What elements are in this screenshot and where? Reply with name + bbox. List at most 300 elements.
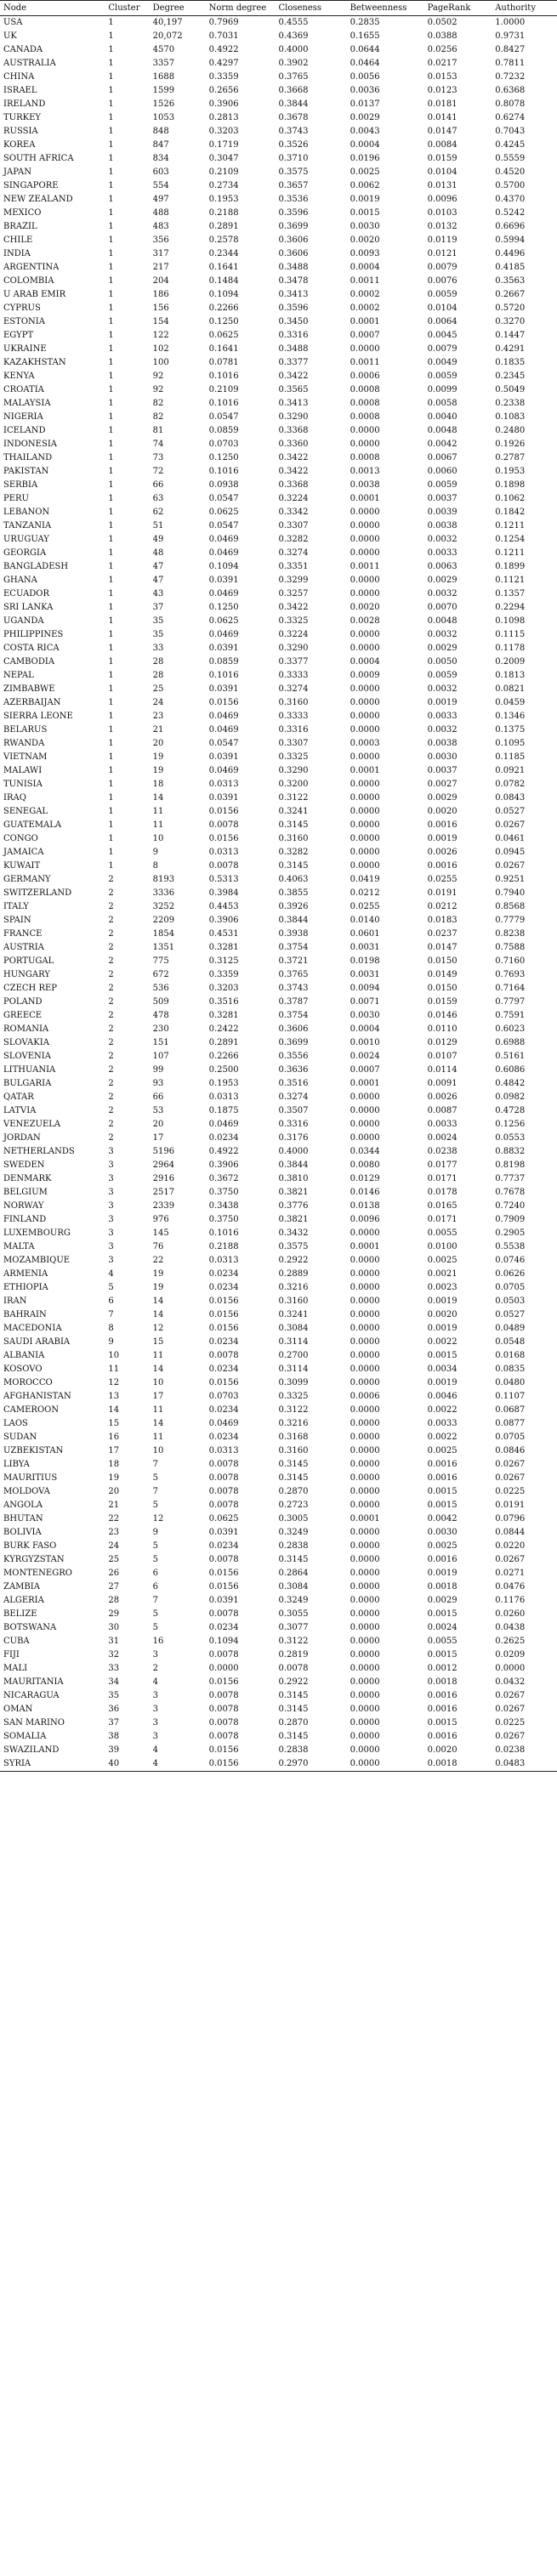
cell-pagerank: 0.0107 bbox=[427, 1052, 458, 1061]
cell-node: SWITZERLAND bbox=[3, 888, 72, 898]
cell-betweenness: 0.0000 bbox=[350, 1351, 380, 1360]
cell-authority: 0.0626 bbox=[495, 1269, 526, 1279]
cell-norm-degree: 0.4922 bbox=[208, 1147, 239, 1156]
cell-closeness: 0.3325 bbox=[278, 1392, 309, 1401]
table-row bbox=[0, 1608, 557, 1621]
cell-norm-degree: 0.1094 bbox=[208, 290, 239, 299]
cell-authority: 0.0835 bbox=[495, 1365, 526, 1374]
cell-authority: 0.8427 bbox=[495, 45, 526, 54]
table-row bbox=[0, 1118, 557, 1132]
cell-degree: 107 bbox=[152, 1052, 169, 1061]
cell-pagerank: 0.0020 bbox=[427, 1310, 458, 1319]
table-row bbox=[0, 247, 557, 261]
cell-betweenness: 0.0138 bbox=[350, 1201, 380, 1211]
cell-betweenness: 0.0344 bbox=[350, 1147, 380, 1156]
cell-closeness: 0.2922 bbox=[278, 1677, 309, 1687]
cell-authority: 0.0796 bbox=[495, 1514, 526, 1523]
cell-norm-degree: 0.2266 bbox=[208, 304, 239, 313]
cell-cluster: 1 bbox=[108, 725, 114, 735]
cell-node: CHINA bbox=[3, 72, 35, 82]
cell-closeness: 0.3413 bbox=[278, 399, 309, 408]
cell-cluster: 1 bbox=[108, 644, 114, 653]
cell-norm-degree: 0.3906 bbox=[208, 1160, 239, 1170]
cell-node: AZERBAIJAN bbox=[3, 698, 61, 707]
cell-node: SWAZILAND bbox=[3, 1745, 60, 1755]
cell-node: BOTSWANA bbox=[3, 1623, 57, 1632]
cell-node: GREECE bbox=[3, 1011, 43, 1020]
table-row bbox=[0, 1757, 557, 1772]
table-row bbox=[0, 84, 557, 98]
cell-norm-degree: 0.0156 bbox=[208, 1378, 239, 1387]
cell-closeness: 0.3488 bbox=[278, 344, 309, 354]
table-header bbox=[0, 1, 557, 16]
cell-authority: 0.4245 bbox=[495, 140, 526, 150]
cell-cluster: 2 bbox=[108, 1052, 114, 1061]
cell-node: BULGARIA bbox=[3, 1079, 52, 1088]
cell-degree: 73 bbox=[152, 453, 164, 462]
cell-degree: 2209 bbox=[152, 916, 175, 925]
cell-authority: 0.5538 bbox=[495, 1242, 526, 1251]
cell-pagerank: 0.0079 bbox=[427, 344, 458, 354]
cell-pagerank: 0.0032 bbox=[427, 535, 458, 544]
cell-degree: 72 bbox=[152, 467, 164, 476]
cell-betweenness: 0.0000 bbox=[350, 1473, 380, 1483]
cell-authority: 0.0191 bbox=[495, 1501, 526, 1510]
cell-closeness: 0.3145 bbox=[278, 1555, 309, 1564]
cell-pagerank: 0.0171 bbox=[427, 1174, 458, 1183]
cell-betweenness: 0.0000 bbox=[350, 1555, 380, 1564]
cell-authority: 0.1447 bbox=[495, 331, 526, 340]
cell-closeness: 0.3342 bbox=[278, 508, 309, 517]
cell-authority: 0.0168 bbox=[495, 1351, 526, 1360]
cell-authority: 0.1083 bbox=[495, 412, 526, 422]
cell-cluster: 3 bbox=[108, 1256, 114, 1265]
cell-authority: 0.8832 bbox=[495, 1147, 526, 1156]
cell-betweenness: 0.0000 bbox=[350, 1256, 380, 1265]
cell-norm-degree: 0.0156 bbox=[208, 698, 239, 707]
cell-closeness: 0.3200 bbox=[278, 780, 309, 789]
cell-degree: 93 bbox=[152, 1079, 164, 1088]
cell-closeness: 0.3351 bbox=[278, 562, 309, 571]
cell-cluster: 1 bbox=[108, 358, 114, 367]
cell-norm-degree: 0.0000 bbox=[208, 1664, 239, 1673]
cell-cluster: 1 bbox=[108, 372, 114, 381]
cell-authority: 0.1095 bbox=[495, 739, 526, 748]
cell-node: CAMBODIA bbox=[3, 657, 55, 667]
cell-degree: 11 bbox=[152, 1351, 164, 1360]
cell-node: UKRAINE bbox=[3, 344, 47, 354]
cell-authority: 0.0432 bbox=[495, 1677, 526, 1687]
cell-node: GHANA bbox=[3, 576, 37, 585]
cell-degree: 2916 bbox=[152, 1174, 175, 1183]
cell-cluster: 1 bbox=[108, 399, 114, 408]
cell-authority: 0.0782 bbox=[495, 780, 526, 789]
cell-norm-degree: 0.0469 bbox=[208, 535, 239, 544]
cell-cluster: 2 bbox=[108, 1065, 114, 1075]
cell-pagerank: 0.0059 bbox=[427, 480, 458, 490]
cell-node: SIERRA LEONE bbox=[3, 712, 73, 721]
cell-norm-degree: 0.0234 bbox=[208, 1623, 239, 1632]
cell-betweenness: 0.0011 bbox=[350, 358, 380, 367]
cell-degree: 230 bbox=[152, 1024, 169, 1034]
cell-cluster: 1 bbox=[108, 861, 114, 871]
cell-norm-degree: 0.2266 bbox=[208, 1052, 239, 1061]
cell-degree: 102 bbox=[152, 344, 169, 354]
cell-closeness: 0.3450 bbox=[278, 317, 309, 326]
cell-cluster: 3 bbox=[108, 1201, 114, 1211]
cell-pagerank: 0.0039 bbox=[427, 508, 458, 517]
cell-betweenness: 0.0601 bbox=[350, 929, 380, 939]
cell-node: PORTUGAL bbox=[3, 956, 54, 966]
cell-closeness: 0.3488 bbox=[278, 263, 309, 272]
cell-degree: 19 bbox=[152, 1269, 164, 1279]
cell-closeness: 0.3114 bbox=[278, 1365, 309, 1374]
cell-pagerank: 0.0023 bbox=[427, 1283, 458, 1292]
table-row bbox=[0, 683, 557, 696]
cell-degree: 62 bbox=[152, 508, 164, 517]
cell-node: COSTA RICA bbox=[3, 644, 60, 653]
cell-authority: 0.0480 bbox=[495, 1378, 526, 1387]
cell-cluster: 9 bbox=[108, 1337, 114, 1347]
cell-closeness: 0.3282 bbox=[278, 535, 309, 544]
cell-authority: 0.0271 bbox=[495, 1569, 526, 1578]
header-degree: Degree bbox=[153, 1, 209, 16]
cell-closeness: 0.4000 bbox=[278, 45, 309, 54]
table-row bbox=[0, 751, 557, 764]
cell-pagerank: 0.0153 bbox=[427, 72, 458, 82]
cell-pagerank: 0.0059 bbox=[427, 372, 458, 381]
cell-cluster: 21 bbox=[108, 1501, 120, 1510]
cell-closeness: 0.3145 bbox=[278, 1473, 309, 1483]
table-row bbox=[0, 1009, 557, 1023]
cell-cluster: 1 bbox=[108, 467, 114, 476]
cell-cluster: 35 bbox=[108, 1691, 120, 1700]
cell-closeness: 0.3176 bbox=[278, 1133, 309, 1143]
cell-betweenness: 0.0000 bbox=[350, 848, 380, 857]
cell-authority: 0.3270 bbox=[495, 317, 526, 326]
cell-authority: 0.0945 bbox=[495, 848, 526, 857]
cell-pagerank: 0.0027 bbox=[427, 780, 458, 789]
cell-cluster: 25 bbox=[108, 1555, 120, 1564]
cell-pagerank: 0.0048 bbox=[427, 616, 458, 626]
cell-closeness: 0.3249 bbox=[278, 1528, 309, 1537]
cell-degree: 154 bbox=[152, 317, 169, 326]
cell-authority: 0.2667 bbox=[495, 290, 526, 299]
cell-node: ITALY bbox=[3, 902, 29, 911]
cell-betweenness: 0.0020 bbox=[350, 603, 380, 612]
table-row bbox=[0, 887, 557, 900]
cell-betweenness: 0.0004 bbox=[350, 263, 380, 272]
cell-authority: 0.0877 bbox=[495, 1419, 526, 1428]
cell-norm-degree: 0.1953 bbox=[208, 195, 239, 204]
cell-authority: 0.0267 bbox=[495, 1460, 526, 1469]
cell-pagerank: 0.0016 bbox=[427, 1460, 458, 1469]
cell-pagerank: 0.0177 bbox=[427, 1160, 458, 1170]
cell-betweenness: 0.0000 bbox=[350, 1718, 380, 1728]
cell-authority: 0.0527 bbox=[495, 807, 526, 816]
table-row bbox=[0, 234, 557, 247]
cell-node: BELIZE bbox=[3, 1609, 37, 1619]
cell-degree: 14 bbox=[152, 1310, 164, 1319]
cell-authority: 0.0548 bbox=[495, 1337, 526, 1347]
cell-authority: 0.8238 bbox=[495, 929, 526, 939]
cell-betweenness: 0.0000 bbox=[350, 644, 380, 653]
cell-node: BURK FASO bbox=[3, 1541, 57, 1551]
cell-norm-degree: 0.0469 bbox=[208, 766, 239, 775]
cell-degree: 5196 bbox=[152, 1147, 175, 1156]
cell-norm-degree: 0.0078 bbox=[208, 1555, 239, 1564]
cell-degree: 40,197 bbox=[152, 18, 183, 27]
cell-pagerank: 0.0016 bbox=[427, 1705, 458, 1714]
cell-norm-degree: 0.7031 bbox=[208, 31, 239, 41]
table-row bbox=[0, 669, 557, 683]
cell-node: SLOVAKIA bbox=[3, 1038, 49, 1047]
cell-pagerank: 0.0141 bbox=[427, 113, 458, 122]
cell-norm-degree: 0.0391 bbox=[208, 793, 239, 803]
cell-authority: 0.0267 bbox=[495, 861, 526, 871]
cell-authority: 0.0267 bbox=[495, 1691, 526, 1700]
cell-degree: 488 bbox=[152, 208, 169, 218]
cell-closeness: 0.3368 bbox=[278, 480, 309, 490]
cell-node: ANGOLA bbox=[3, 1501, 43, 1510]
cell-node: BHUTAN bbox=[3, 1514, 43, 1523]
cell-betweenness: 0.0000 bbox=[350, 1757, 428, 1772]
cell-closeness: 0.3902 bbox=[278, 59, 309, 68]
cell-cluster: 2 bbox=[108, 1092, 114, 1102]
cell-degree: 17 bbox=[152, 1133, 164, 1143]
cell-betweenness: 0.0093 bbox=[350, 249, 380, 258]
cell-pagerank: 0.0059 bbox=[427, 671, 458, 680]
header-cluster: Cluster bbox=[108, 1, 152, 16]
cell-degree: 6 bbox=[152, 1569, 159, 1578]
cell-node: DENMARK bbox=[3, 1174, 52, 1183]
cell-closeness: 0.3160 bbox=[278, 834, 309, 843]
cell-pagerank: 0.0024 bbox=[427, 1133, 458, 1143]
cell-cluster: 1 bbox=[108, 712, 114, 721]
cell-pagerank: 0.0016 bbox=[427, 820, 458, 830]
table-row bbox=[0, 1104, 557, 1118]
cell-closeness: 0.3526 bbox=[278, 140, 309, 150]
cell-cluster: 1 bbox=[108, 263, 114, 272]
cell-authority: 0.2009 bbox=[495, 657, 526, 667]
table-row bbox=[0, 601, 557, 615]
cell-authority: 0.6023 bbox=[495, 1024, 526, 1034]
cell-node: ZAMBIA bbox=[3, 1582, 40, 1592]
cell-cluster: 3 bbox=[108, 1242, 114, 1251]
cell-norm-degree: 0.0859 bbox=[208, 657, 239, 667]
cell-authority: 0.0982 bbox=[495, 1092, 526, 1102]
cell-node: VIETNAM bbox=[3, 752, 48, 762]
cell-node: IRELAND bbox=[3, 99, 46, 109]
cell-pagerank: 0.0025 bbox=[427, 1256, 458, 1265]
cell-cluster: 1 bbox=[108, 195, 114, 204]
cell-norm-degree: 0.0625 bbox=[208, 1514, 239, 1523]
table-row bbox=[0, 1485, 557, 1499]
cell-pagerank: 0.0032 bbox=[427, 589, 458, 599]
cell-pagerank: 0.0020 bbox=[427, 1745, 458, 1755]
cell-node: MONTENEGRO bbox=[3, 1569, 72, 1578]
cell-closeness: 0.3224 bbox=[278, 630, 309, 639]
cell-betweenness: 0.0000 bbox=[350, 1745, 380, 1755]
table-row bbox=[0, 1281, 557, 1295]
cell-degree: 14 bbox=[152, 1297, 164, 1306]
cell-betweenness: 0.0000 bbox=[350, 1650, 380, 1660]
cell-degree: 10 bbox=[152, 1446, 164, 1455]
cell-degree: 8 bbox=[152, 861, 159, 871]
cell-norm-degree: 0.2656 bbox=[208, 86, 239, 95]
cell-degree: 33 bbox=[152, 644, 164, 653]
table-row bbox=[0, 1417, 557, 1431]
cell-degree: 28 bbox=[152, 671, 164, 680]
table-row bbox=[0, 574, 557, 587]
cell-degree: 2964 bbox=[152, 1160, 175, 1170]
cell-degree: 14 bbox=[152, 793, 164, 803]
cell-betweenness: 0.0008 bbox=[350, 385, 380, 394]
table-row bbox=[0, 1635, 557, 1648]
table-row bbox=[0, 1390, 557, 1404]
cell-betweenness: 0.0003 bbox=[350, 739, 380, 748]
cell-cluster: 39 bbox=[108, 1745, 120, 1755]
cell-cluster: 2 bbox=[108, 888, 114, 898]
table-row bbox=[0, 220, 557, 234]
cell-node: LUXEMBOURG bbox=[3, 1228, 71, 1238]
cell-authority: 0.7693 bbox=[495, 970, 526, 979]
cell-node: ALGERIA bbox=[3, 1596, 44, 1605]
cell-node: INDIA bbox=[3, 249, 31, 258]
cell-norm-degree: 0.0156 bbox=[208, 834, 239, 843]
cell-closeness: 0.4000 bbox=[278, 1147, 309, 1156]
cell-norm-degree: 0.0078 bbox=[208, 1609, 239, 1619]
cell-authority: 0.1211 bbox=[495, 548, 526, 558]
cell-closeness: 0.3368 bbox=[278, 426, 309, 435]
cell-authority: 0.0459 bbox=[495, 698, 526, 707]
cell-pagerank: 0.0037 bbox=[427, 494, 458, 503]
cell-authority: 0.0267 bbox=[495, 1705, 526, 1714]
cell-closeness: 0.3257 bbox=[278, 589, 309, 599]
cell-node: BELARUS bbox=[3, 725, 48, 735]
cell-degree: 5 bbox=[152, 1609, 159, 1619]
cell-cluster: 3 bbox=[108, 1215, 114, 1224]
cell-authority: 0.2294 bbox=[495, 603, 526, 612]
table-row bbox=[0, 1444, 557, 1458]
cell-norm-degree: 0.1875 bbox=[208, 1106, 239, 1115]
cell-betweenness: 0.0062 bbox=[350, 181, 380, 190]
table-row bbox=[0, 873, 557, 887]
cell-node: SINGAPORE bbox=[3, 181, 59, 190]
cell-pagerank: 0.0022 bbox=[427, 1337, 458, 1347]
cell-degree: 37 bbox=[152, 603, 164, 612]
cell-cluster: 1 bbox=[108, 276, 114, 286]
cell-norm-degree: 0.1016 bbox=[208, 372, 239, 381]
cell-node: ARMENIA bbox=[3, 1269, 48, 1279]
cell-authority: 0.1835 bbox=[495, 358, 526, 367]
cell-pagerank: 0.0067 bbox=[427, 453, 458, 462]
table-row bbox=[0, 1472, 557, 1485]
cell-closeness: 0.4555 bbox=[278, 18, 309, 27]
cell-betweenness: 0.0000 bbox=[350, 1609, 380, 1619]
cell-pagerank: 0.0238 bbox=[427, 1147, 458, 1156]
cell-degree: 100 bbox=[152, 358, 169, 367]
cell-closeness: 0.3084 bbox=[278, 1324, 309, 1333]
cell-closeness: 0.3216 bbox=[278, 1419, 309, 1428]
cell-betweenness: 0.0000 bbox=[350, 1664, 380, 1673]
cell-closeness: 0.3754 bbox=[278, 1011, 309, 1020]
cell-closeness: 0.3844 bbox=[278, 1160, 309, 1170]
cell-norm-degree: 0.0156 bbox=[208, 1582, 239, 1592]
cell-authority: 0.4370 bbox=[495, 195, 526, 204]
cell-pagerank: 0.0096 bbox=[427, 195, 458, 204]
cell-pagerank: 0.0026 bbox=[427, 848, 458, 857]
cell-authority: 0.1346 bbox=[495, 712, 526, 721]
table-row bbox=[0, 560, 557, 574]
cell-betweenness: 0.0001 bbox=[350, 1079, 380, 1088]
cell-cluster: 1 bbox=[108, 684, 114, 694]
cell-betweenness: 0.0000 bbox=[350, 1106, 380, 1115]
cell-node: SRI LANKA bbox=[3, 603, 54, 612]
cell-betweenness: 0.0212 bbox=[350, 888, 380, 898]
cell-cluster: 2 bbox=[108, 929, 114, 939]
cell-authority: 0.0267 bbox=[495, 820, 526, 830]
cell-betweenness: 0.0031 bbox=[350, 943, 380, 952]
cell-authority: 0.4728 bbox=[495, 1106, 526, 1115]
cell-norm-degree: 0.0391 bbox=[208, 644, 239, 653]
table-row bbox=[0, 1308, 557, 1322]
table-row bbox=[0, 302, 557, 315]
cell-authority: 0.0527 bbox=[495, 1310, 526, 1319]
cell-cluster: 1 bbox=[108, 140, 114, 150]
cell-authority: 0.5161 bbox=[495, 1052, 526, 1061]
cell-closeness: 0.3333 bbox=[278, 671, 309, 680]
cell-node: UGANDA bbox=[3, 616, 44, 626]
header-norm-degree: Norm degree bbox=[209, 1, 279, 16]
cell-betweenness: 0.0000 bbox=[350, 1501, 380, 1510]
cell-cluster: 1 bbox=[108, 440, 114, 449]
cell-betweenness: 0.0000 bbox=[350, 807, 380, 816]
cell-pagerank: 0.0016 bbox=[427, 1555, 458, 1564]
cell-node: ROMANIA bbox=[3, 1024, 49, 1034]
table-row bbox=[0, 438, 557, 451]
cell-norm-degree: 0.0078 bbox=[208, 861, 239, 871]
cell-betweenness: 0.0000 bbox=[350, 1691, 380, 1700]
cell-degree: 19 bbox=[152, 752, 164, 762]
cell-node: LATVIA bbox=[3, 1106, 37, 1115]
cell-norm-degree: 0.2500 bbox=[208, 1065, 239, 1075]
cell-degree: 21 bbox=[152, 725, 164, 735]
cell-norm-degree: 0.0313 bbox=[208, 848, 239, 857]
cell-node: POLAND bbox=[3, 997, 43, 1007]
cell-pagerank: 0.0034 bbox=[427, 1365, 458, 1374]
cell-pagerank: 0.0178 bbox=[427, 1188, 458, 1197]
cell-node: FIJI bbox=[3, 1650, 20, 1660]
cell-betweenness: 0.0000 bbox=[350, 1269, 380, 1279]
cell-cluster: 1 bbox=[108, 290, 114, 299]
cell-authority: 0.7591 bbox=[495, 1011, 526, 1020]
cell-node: PERU bbox=[3, 494, 29, 503]
cell-node: COLOMBIA bbox=[3, 276, 54, 286]
table-row bbox=[0, 111, 557, 125]
cell-authority: 0.0438 bbox=[495, 1623, 526, 1632]
cell-norm-degree: 0.0313 bbox=[208, 1446, 239, 1455]
cell-cluster: 20 bbox=[108, 1487, 120, 1496]
cell-betweenness: 0.0019 bbox=[350, 195, 380, 204]
cell-betweenness: 0.0008 bbox=[350, 412, 380, 422]
cell-pagerank: 0.0015 bbox=[427, 1351, 458, 1360]
cell-node: IRAN bbox=[3, 1297, 27, 1306]
cell-pagerank: 0.0018 bbox=[427, 1582, 458, 1592]
cell-betweenness: 0.0000 bbox=[350, 1446, 380, 1455]
cell-closeness: 0.3754 bbox=[278, 943, 309, 952]
cell-closeness: 0.3844 bbox=[278, 99, 309, 109]
